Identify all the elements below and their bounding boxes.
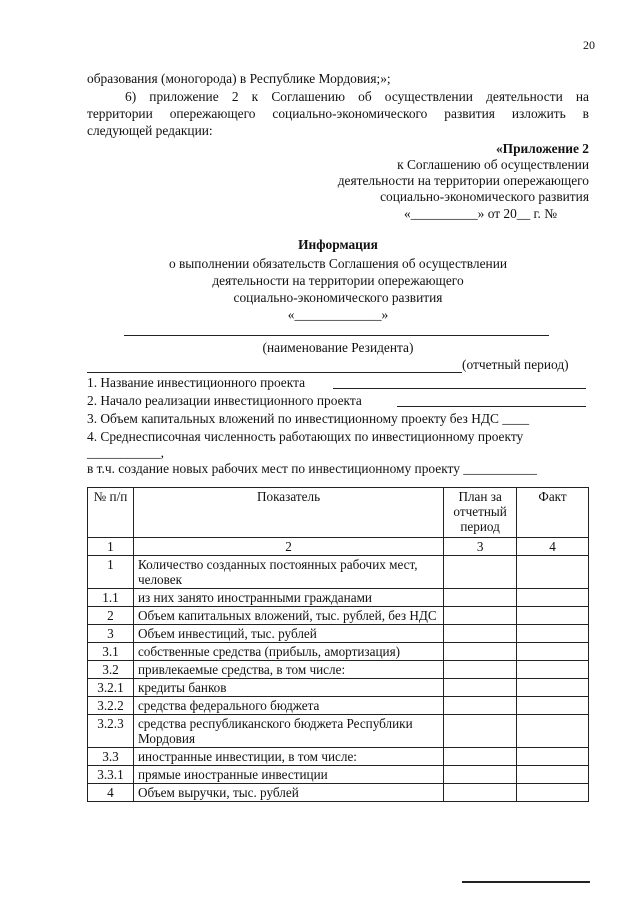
col-number: 4 <box>517 538 589 556</box>
row-number: 3.3 <box>88 748 134 766</box>
info-title: Информация <box>298 237 378 252</box>
resident-name-line[interactable] <box>124 335 549 336</box>
row-fact-cell[interactable] <box>517 607 589 625</box>
field-new-jobs-label: в т.ч. создание новых рабочих мест по инвестиционному проекту ___________ <box>87 461 537 476</box>
row-indicator: собственные средства (прибыль, амортизация) <box>133 643 443 661</box>
row-indicator: Объем капитальных вложений, тыс. рублей, без НДС <box>133 607 443 625</box>
row-indicator: иностранные инвестиции, в том числе: <box>133 748 443 766</box>
intro-line-1: образования (моногорода) в Республике Мордовия;»; <box>87 71 391 86</box>
row-number: 3.2.1 <box>88 679 134 697</box>
row-number: 1 <box>88 556 134 589</box>
row-fact-cell[interactable] <box>517 697 589 715</box>
info-subtitle-3: социально-экономического развития <box>233 290 443 305</box>
table-row <box>88 784 589 802</box>
info-table <box>87 487 589 802</box>
row-number: 3.3.1 <box>88 766 134 784</box>
table-numbering-row <box>88 538 589 556</box>
info-subtitle-2: деятельности на территории опережающего <box>212 273 464 288</box>
table-row <box>88 556 589 589</box>
row-fact-cell[interactable] <box>517 748 589 766</box>
row-number: 4 <box>88 784 134 802</box>
col-number: 1 <box>88 538 134 556</box>
appendix-line-3: социально-экономического развития <box>380 189 589 204</box>
row-plan-cell[interactable] <box>444 766 517 784</box>
table-row <box>88 679 589 697</box>
table-row <box>88 697 589 715</box>
row-plan-cell[interactable] <box>444 679 517 697</box>
table-row <box>88 661 589 679</box>
row-number: 3 <box>88 625 134 643</box>
table-row <box>88 748 589 766</box>
row-number: 3.2.2 <box>88 697 134 715</box>
period-line[interactable] <box>87 372 462 373</box>
field-headcount-label: 4. Среднесписочная численность работающих по инвестиционному проекту <box>87 429 524 444</box>
table-row <box>88 715 589 748</box>
table-row <box>88 589 589 607</box>
intro-line-2: 6) приложение 2 к Соглашению об осуществлении деятельности на <box>125 89 589 104</box>
row-plan-cell[interactable] <box>444 784 517 802</box>
row-fact-cell[interactable] <box>517 784 589 802</box>
row-indicator: привлекаемые средства, в том числе: <box>133 661 443 679</box>
info-subtitle-1: о выполнении обязательств Соглашения об осуществлении <box>168 256 508 271</box>
table-row <box>88 766 589 784</box>
field-project-name-line[interactable] <box>333 388 586 389</box>
table-header-row <box>88 488 589 538</box>
col-number: 2 <box>133 538 443 556</box>
row-number: 3.2 <box>88 661 134 679</box>
table-row <box>88 625 589 643</box>
row-indicator: прямые иностранные инвестиции <box>133 766 443 784</box>
row-number: 2 <box>88 607 134 625</box>
row-plan-cell[interactable] <box>444 697 517 715</box>
table-row <box>88 607 589 625</box>
field-start-label: 2. Начало реализации инвестиционного проекта <box>87 393 362 408</box>
appendix-title: «Приложение 2 <box>495 141 589 156</box>
row-indicator: из них занято иностранными гражданами <box>133 589 443 607</box>
field-headcount-line[interactable]: ___________, <box>87 445 164 460</box>
row-fact-cell[interactable] <box>517 556 589 589</box>
header-num: № п/п <box>88 488 134 538</box>
row-fact-cell[interactable] <box>517 715 589 748</box>
row-number: 3.2.3 <box>88 715 134 748</box>
row-number: 1.1 <box>88 589 134 607</box>
row-plan-cell[interactable] <box>444 589 517 607</box>
row-indicator: средства республиканского бюджета Республики Мордовия <box>133 715 443 748</box>
row-indicator: кредиты банков <box>133 679 443 697</box>
header-plan: План за отчетный период <box>444 488 517 538</box>
row-indicator: Объем инвестиций, тыс. рублей <box>133 625 443 643</box>
row-fact-cell[interactable] <box>517 679 589 697</box>
appendix-line-2: деятельности на территории опережающего <box>337 173 589 188</box>
resident-caption: (наименование Резидента) <box>262 340 414 355</box>
col-number: 3 <box>444 538 517 556</box>
intro-line-3: территории опережающего социально-экономического развития изложить в <box>87 106 589 121</box>
header-indicator: Показатель <box>133 488 443 538</box>
row-plan-cell[interactable] <box>444 715 517 748</box>
field-capex-label: 3. Объем капитальных вложений по инвестиционному проекту без НДС ____ <box>87 411 530 426</box>
row-fact-cell[interactable] <box>517 766 589 784</box>
field-start-line[interactable] <box>397 406 586 407</box>
appendix-line-4: «__________» от 20__ г. № <box>404 206 557 221</box>
period-caption: (отчетный период) <box>462 357 569 372</box>
row-indicator: Объем выручки, тыс. рублей <box>133 784 443 802</box>
header-fact: Факт <box>517 488 589 538</box>
row-fact-cell[interactable] <box>517 643 589 661</box>
row-plan-cell[interactable] <box>444 748 517 766</box>
table-row <box>88 643 589 661</box>
appendix-line-1: к Соглашению об осуществлении <box>397 157 589 172</box>
row-plan-cell[interactable] <box>444 643 517 661</box>
field-project-name-label: 1. Название инвестиционного проекта <box>87 375 306 390</box>
row-plan-cell[interactable] <box>444 661 517 679</box>
row-plan-cell[interactable] <box>444 556 517 589</box>
row-fact-cell[interactable] <box>517 589 589 607</box>
signature-line <box>462 881 590 883</box>
row-fact-cell[interactable] <box>517 661 589 679</box>
info-subtitle-4: «_____________» <box>287 307 389 322</box>
row-fact-cell[interactable] <box>517 625 589 643</box>
row-number: 3.1 <box>88 643 134 661</box>
page-number: 20 <box>583 38 595 52</box>
intro-line-4: следующей редакции: <box>87 123 213 138</box>
row-indicator: Количество созданных постоянных рабочих мест, человек <box>133 556 443 589</box>
row-plan-cell[interactable] <box>444 625 517 643</box>
row-plan-cell[interactable] <box>444 607 517 625</box>
row-indicator: средства федерального бюджета <box>133 697 443 715</box>
